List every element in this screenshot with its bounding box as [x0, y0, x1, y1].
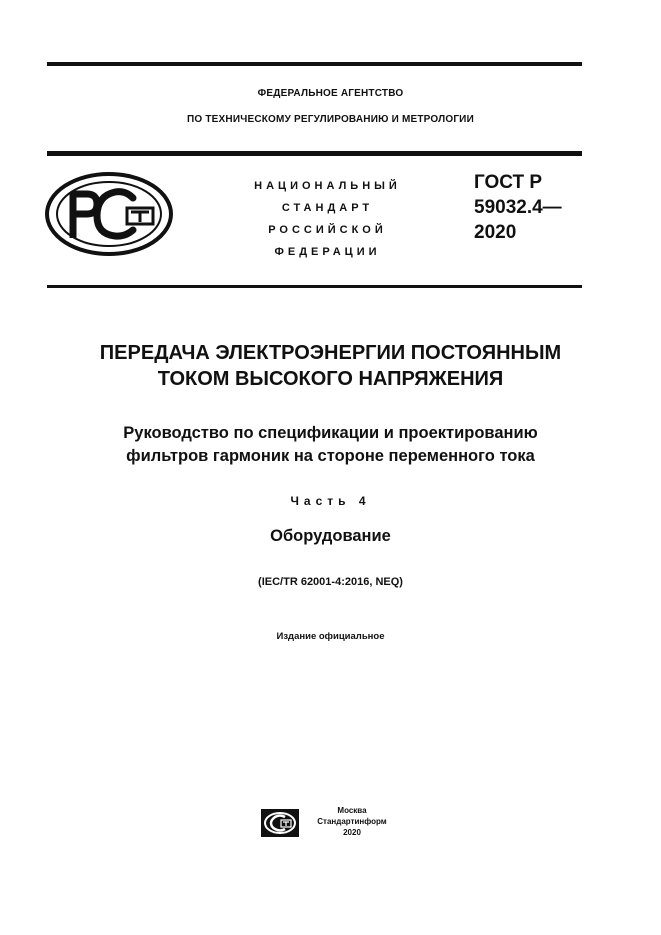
document-title — [0, 340, 661, 392]
edition-label: Издание официальное — [276, 631, 385, 642]
gost-line-3: 2020 — [474, 222, 517, 243]
gost-designation — [474, 170, 562, 245]
publisher-info — [302, 805, 402, 838]
standard-type-line-2: СТАНДАРТ — [281, 202, 374, 214]
top-rule — [47, 62, 582, 66]
standard-type-line-1: НАЦИОНАЛЬНЫЙ — [254, 180, 401, 192]
title-line-1: ПЕРЕДАЧА ЭЛЕКТРОЭНЕРГИИ ПОСТОЯННЫМ — [99, 342, 562, 364]
title-line-2: ТОКОМ ВЫСОКОГО НАПРЯЖЕНИЯ — [157, 368, 504, 390]
subtitle-line-1: Руководство по спецификации и проектированию — [123, 424, 538, 442]
standard-type-line-4: ФЕДЕРАЦИИ — [274, 246, 381, 258]
publisher-city: Москва — [337, 806, 367, 815]
standard-type — [230, 175, 425, 263]
document-subtitle — [0, 422, 661, 468]
standartinform-logo-icon — [260, 808, 300, 838]
part-title: Оборудование — [270, 527, 391, 545]
standard-type-line-3: РОССИЙСКОЙ — [268, 224, 387, 236]
rst-logo-icon — [45, 172, 175, 256]
gost-line-2: 59032.4— — [474, 197, 562, 218]
agency-line-1: ФЕДЕРАЛЬНОЕ АГЕНТСТВО — [257, 88, 404, 99]
agency-line-2: ПО ТЕХНИЧЕСКОМУ РЕГУЛИРОВАНИЮ И МЕТРОЛОГИИ — [187, 114, 474, 125]
bottom-rule — [47, 285, 582, 288]
international-reference: (IEC/TR 62001-4:2016, NEQ) — [258, 576, 403, 588]
gost-line-1: ГОСТ Р — [474, 172, 543, 193]
part-label: Часть 4 — [290, 494, 371, 508]
publisher-name: Стандартинформ — [317, 817, 387, 826]
subtitle-line-2: фильтров гармоник на стороне переменного тока — [126, 447, 535, 465]
middle-rule — [47, 151, 582, 156]
publisher-year: 2020 — [343, 828, 361, 837]
